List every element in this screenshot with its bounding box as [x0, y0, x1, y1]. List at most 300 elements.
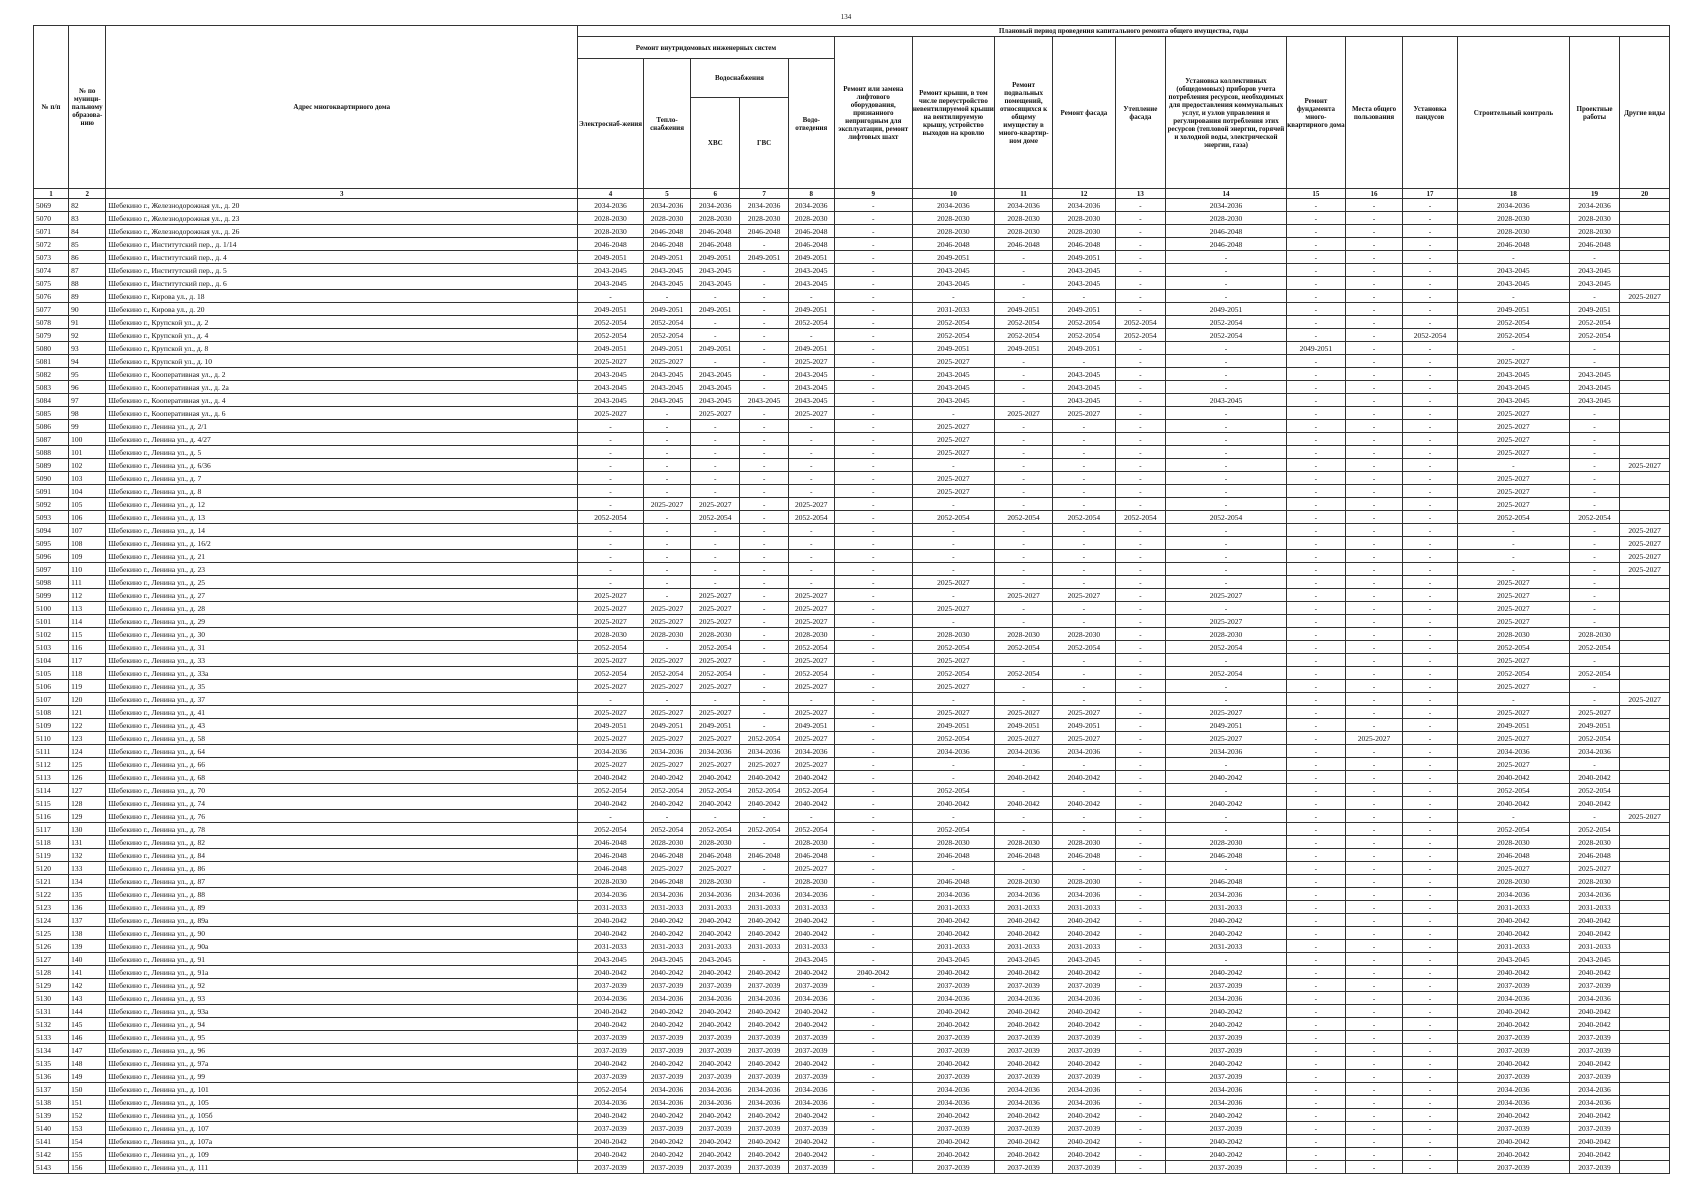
address-cell: Шебекино г., Ленина ул., д. 90а	[106, 940, 578, 953]
period-cell: 2040-2042	[995, 1057, 1053, 1070]
period-cell	[1620, 238, 1670, 251]
row-number-cell: 5110	[34, 732, 69, 745]
period-cell: -	[1166, 823, 1287, 836]
row-number-cell: 5131	[34, 1005, 69, 1018]
period-cell: 2037-2039	[1457, 979, 1569, 992]
period-cell: -	[1403, 472, 1458, 485]
period-cell: 2025-2027	[578, 602, 644, 615]
period-cell: -	[1403, 381, 1458, 394]
period-cell: 2043-2045	[1457, 368, 1569, 381]
column-number: 14	[1166, 189, 1287, 199]
period-cell: -	[995, 563, 1053, 576]
period-cell	[1620, 940, 1670, 953]
period-cell: 2025-2027	[1457, 706, 1569, 719]
period-cell: -	[1286, 901, 1345, 914]
row-number-cell: 5099	[34, 589, 69, 602]
capital-repair-table	[33, 25, 1670, 1174]
period-cell: -	[643, 511, 690, 524]
period-cell: 2043-2045	[1457, 394, 1569, 407]
table-row	[34, 355, 1670, 368]
table-body	[34, 199, 1670, 1174]
row-number-cell: 5073	[34, 251, 69, 264]
table-row	[34, 1070, 1670, 1083]
period-cell: 2040-2042	[643, 1057, 690, 1070]
period-cell: -	[834, 1083, 912, 1096]
period-cell: -	[912, 771, 994, 784]
period-cell: 2040-2042	[740, 1109, 788, 1122]
period-cell: -	[788, 563, 834, 576]
period-cell	[1620, 329, 1670, 342]
period-cell: -	[740, 498, 788, 511]
period-cell: -	[1286, 914, 1345, 927]
header-facade: Ремонт фасада	[1053, 37, 1116, 189]
period-cell: 2028-2030	[578, 875, 644, 888]
period-cell: -	[1403, 758, 1458, 771]
period-cell: -	[1286, 602, 1345, 615]
period-cell: -	[1346, 1057, 1403, 1070]
period-cell: -	[1166, 563, 1287, 576]
period-cell: 2046-2048	[643, 238, 690, 251]
period-cell: 2031-2033	[691, 940, 740, 953]
row-number-cell: 5120	[34, 862, 69, 875]
table-row	[34, 420, 1670, 433]
municipal-number-cell: 90	[69, 303, 106, 316]
period-cell: -	[1053, 563, 1116, 576]
period-cell: -	[1115, 407, 1165, 420]
period-cell: -	[1569, 459, 1619, 472]
period-cell: 2040-2042	[643, 1135, 690, 1148]
period-cell: 2031-2033	[643, 901, 690, 914]
period-cell: -	[578, 446, 644, 459]
period-cell: 2052-2054	[691, 511, 740, 524]
row-number-cell: 5076	[34, 290, 69, 303]
period-cell: -	[740, 368, 788, 381]
table-row	[34, 823, 1670, 836]
period-cell: 2040-2042	[578, 1148, 644, 1161]
period-cell: -	[691, 563, 740, 576]
period-cell: -	[1286, 1044, 1345, 1057]
period-cell: -	[834, 784, 912, 797]
period-cell: 2034-2036	[740, 992, 788, 1005]
period-cell: -	[834, 472, 912, 485]
period-cell: -	[1286, 1057, 1345, 1070]
column-number: 8	[788, 189, 834, 199]
period-cell: 2052-2054	[1403, 329, 1458, 342]
period-cell: -	[1166, 264, 1287, 277]
period-cell: 2040-2042	[995, 927, 1053, 940]
period-cell: 2040-2042	[995, 966, 1053, 979]
period-cell: -	[1115, 758, 1165, 771]
table-row	[34, 1135, 1670, 1148]
period-cell: -	[1346, 251, 1403, 264]
period-cell: -	[1115, 966, 1165, 979]
period-cell: -	[834, 446, 912, 459]
period-cell: 2040-2042	[740, 914, 788, 927]
period-cell: -	[995, 576, 1053, 589]
address-cell: Шебекино г., Крупской ул., д. 2	[106, 316, 578, 329]
period-cell: -	[788, 420, 834, 433]
period-cell: -	[1403, 277, 1458, 290]
table-row	[34, 849, 1670, 862]
period-cell: 2052-2054	[578, 1083, 644, 1096]
period-cell: 2043-2045	[578, 368, 644, 381]
period-cell: -	[1403, 641, 1458, 654]
period-cell: -	[740, 264, 788, 277]
period-cell: 2040-2042	[1053, 1057, 1116, 1070]
period-cell	[1620, 368, 1670, 381]
row-number-cell: 5115	[34, 797, 69, 810]
table-row	[34, 576, 1670, 589]
period-cell: 2040-2042	[1569, 1135, 1619, 1148]
table-row	[34, 771, 1670, 784]
municipal-number-cell: 104	[69, 485, 106, 498]
period-cell: -	[1115, 277, 1165, 290]
period-cell: -	[1286, 1096, 1345, 1109]
period-cell: 2043-2045	[1569, 953, 1619, 966]
period-cell: -	[834, 225, 912, 238]
period-cell: -	[1569, 420, 1619, 433]
table-row	[34, 524, 1670, 537]
period-cell: 2040-2042	[578, 771, 644, 784]
period-cell: 2037-2039	[1053, 1070, 1116, 1083]
period-cell: -	[912, 758, 994, 771]
period-cell	[1620, 615, 1670, 628]
period-cell: -	[834, 693, 912, 706]
period-cell: 2040-2042	[1053, 1018, 1116, 1031]
period-cell: 2040-2042	[1457, 797, 1569, 810]
period-cell: 2034-2036	[643, 745, 690, 758]
period-cell: -	[1403, 446, 1458, 459]
period-cell: 2043-2045	[912, 277, 994, 290]
period-cell: 2049-2051	[995, 719, 1053, 732]
period-cell	[1620, 1109, 1670, 1122]
period-cell: -	[1053, 290, 1116, 303]
table-row	[34, 901, 1670, 914]
period-cell: 2025-2027	[912, 654, 994, 667]
header-cold-water: ХВС	[691, 98, 740, 189]
period-cell: 2049-2051	[1569, 719, 1619, 732]
period-cell: -	[1053, 693, 1116, 706]
period-cell: -	[834, 992, 912, 1005]
period-cell: 2034-2036	[1569, 745, 1619, 758]
header-ramps: Установка пандусов	[1403, 37, 1458, 189]
period-cell: 2052-2054	[1569, 784, 1619, 797]
period-cell: 2040-2042	[1569, 1148, 1619, 1161]
period-cell: -	[1115, 810, 1165, 823]
period-cell: -	[1115, 602, 1165, 615]
period-cell: 2034-2036	[912, 888, 994, 901]
period-cell: -	[1403, 342, 1458, 355]
header-roof: Ремонт крыши, в том числе переустройство невентилируемой крыши на вентилируемую крышу, устройство выходов на кровлю	[912, 37, 994, 189]
period-cell: -	[740, 875, 788, 888]
period-cell: -	[834, 355, 912, 368]
period-cell: 2031-2033	[578, 940, 644, 953]
period-cell: 2025-2027	[1053, 407, 1116, 420]
period-cell: 2040-2042	[1053, 1005, 1116, 1018]
period-cell: 2025-2027	[643, 706, 690, 719]
period-cell: -	[1286, 420, 1345, 433]
period-cell: -	[1286, 277, 1345, 290]
municipal-number-cell: 150	[69, 1083, 106, 1096]
period-cell: 2052-2054	[578, 511, 644, 524]
period-cell: 2025-2027	[788, 589, 834, 602]
period-cell: 2043-2045	[643, 264, 690, 277]
period-cell: 2031-2033	[691, 901, 740, 914]
period-cell: 2040-2042	[578, 1018, 644, 1031]
period-cell: -	[1403, 225, 1458, 238]
period-cell: -	[1346, 472, 1403, 485]
period-cell: -	[1053, 459, 1116, 472]
period-cell: 2031-2033	[740, 940, 788, 953]
period-cell: 2040-2042	[691, 1109, 740, 1122]
period-cell: -	[834, 589, 912, 602]
period-cell: 2034-2036	[1569, 888, 1619, 901]
row-number-cell: 5128	[34, 966, 69, 979]
period-cell: -	[834, 862, 912, 875]
table-row	[34, 498, 1670, 511]
row-number-cell: 5078	[34, 316, 69, 329]
table-row	[34, 758, 1670, 771]
period-cell: -	[1286, 407, 1345, 420]
table-row	[34, 1044, 1670, 1057]
period-cell: 2043-2045	[788, 277, 834, 290]
period-cell: 2052-2054	[1457, 511, 1569, 524]
period-cell: 2052-2054	[1053, 511, 1116, 524]
period-cell: 2040-2042	[995, 1135, 1053, 1148]
period-cell: 2040-2042	[1166, 771, 1287, 784]
period-cell: -	[788, 290, 834, 303]
address-cell: Шебекино г., Ленина ул., д. 13	[106, 511, 578, 524]
period-cell: 2034-2036	[1166, 745, 1287, 758]
row-number-cell: 5071	[34, 225, 69, 238]
row-number-cell: 5080	[34, 342, 69, 355]
address-cell: Шебекино г., Ленина ул., д. 74	[106, 797, 578, 810]
period-cell: 2043-2045	[691, 368, 740, 381]
column-number: 20	[1620, 189, 1670, 199]
municipal-number-cell: 154	[69, 1135, 106, 1148]
period-cell	[1620, 1148, 1670, 1161]
period-cell: -	[691, 329, 740, 342]
period-cell: 2046-2048	[1569, 849, 1619, 862]
period-cell: 2052-2054	[1457, 784, 1569, 797]
period-cell: 2052-2054	[912, 641, 994, 654]
row-number-cell: 5077	[34, 303, 69, 316]
period-cell: -	[912, 524, 994, 537]
period-cell: 2028-2030	[578, 225, 644, 238]
period-cell: 2037-2039	[740, 1031, 788, 1044]
municipal-number-cell: 106	[69, 511, 106, 524]
address-cell: Шебекино г., Ленина ул., д. 87	[106, 875, 578, 888]
period-cell: 2049-2051	[578, 719, 644, 732]
municipal-number-cell: 91	[69, 316, 106, 329]
period-cell: 2049-2051	[643, 719, 690, 732]
period-cell: 2031-2033	[1569, 901, 1619, 914]
table-row	[34, 485, 1670, 498]
row-number-cell: 5136	[34, 1070, 69, 1083]
address-cell: Шебекино г., Ленина ул., д. 31	[106, 641, 578, 654]
table-row	[34, 914, 1670, 927]
period-cell: -	[834, 797, 912, 810]
period-cell: 2040-2042	[1569, 914, 1619, 927]
period-cell: 2028-2030	[912, 628, 994, 641]
period-cell: -	[1569, 537, 1619, 550]
period-cell: -	[1346, 290, 1403, 303]
period-cell: 2034-2036	[691, 745, 740, 758]
period-cell: 2025-2027	[788, 758, 834, 771]
period-cell: -	[1403, 654, 1458, 667]
period-cell: -	[1346, 1161, 1403, 1174]
municipal-number-cell: 132	[69, 849, 106, 862]
period-cell: -	[1569, 654, 1619, 667]
row-number-cell: 5138	[34, 1096, 69, 1109]
period-cell: -	[578, 537, 644, 550]
period-cell: 2052-2054	[1569, 732, 1619, 745]
period-cell: 2034-2036	[788, 1083, 834, 1096]
period-cell: 2040-2042	[578, 1109, 644, 1122]
period-cell: 2052-2054	[788, 784, 834, 797]
period-cell: 2037-2039	[1053, 1122, 1116, 1135]
period-cell: -	[1286, 862, 1345, 875]
period-cell: 2049-2051	[578, 251, 644, 264]
period-cell: -	[1403, 602, 1458, 615]
period-cell: -	[1115, 498, 1165, 511]
period-cell	[1620, 849, 1670, 862]
period-cell: 2043-2045	[1569, 394, 1619, 407]
period-cell: -	[1346, 927, 1403, 940]
period-cell: 2031-2033	[1457, 901, 1569, 914]
period-cell: -	[1053, 433, 1116, 446]
period-cell: -	[1346, 550, 1403, 563]
period-cell: -	[1166, 342, 1287, 355]
period-cell: -	[578, 524, 644, 537]
period-cell: -	[1115, 1005, 1165, 1018]
period-cell: 2052-2054	[1457, 641, 1569, 654]
period-cell	[1620, 641, 1670, 654]
period-cell: 2049-2051	[1569, 303, 1619, 316]
period-cell: -	[1115, 433, 1165, 446]
period-cell: 2025-2027	[1569, 862, 1619, 875]
period-cell: -	[995, 433, 1053, 446]
period-cell: -	[1569, 290, 1619, 303]
period-cell: -	[740, 615, 788, 628]
period-cell: 2052-2054	[788, 316, 834, 329]
period-cell: 2040-2042	[691, 914, 740, 927]
period-cell: 2037-2039	[1053, 979, 1116, 992]
row-number-cell: 5105	[34, 667, 69, 680]
period-cell: 2040-2042	[788, 1018, 834, 1031]
period-cell: -	[740, 277, 788, 290]
table-row	[34, 433, 1670, 446]
period-cell: 2034-2036	[740, 1083, 788, 1096]
period-cell	[1620, 823, 1670, 836]
period-cell: 2037-2039	[1569, 1044, 1619, 1057]
period-cell: -	[578, 433, 644, 446]
period-cell: -	[1346, 914, 1403, 927]
period-cell: -	[1115, 238, 1165, 251]
period-cell: 2043-2045	[578, 277, 644, 290]
period-cell: -	[740, 316, 788, 329]
period-cell: -	[1403, 1096, 1458, 1109]
period-cell: -	[643, 472, 690, 485]
address-cell: Шебекино г., Ленина ул., д. 86	[106, 862, 578, 875]
period-cell: -	[1115, 199, 1165, 212]
period-cell: 2031-2033	[788, 940, 834, 953]
period-cell: 2037-2039	[1569, 979, 1619, 992]
address-cell: Шебекино г., Ленина ул., д. 2/1	[106, 420, 578, 433]
period-cell: -	[834, 706, 912, 719]
period-cell: 2040-2042	[691, 771, 740, 784]
address-cell: Шебекино г., Ленина ул., д. 21	[106, 550, 578, 563]
period-cell: 2040-2042	[740, 1018, 788, 1031]
period-cell: 2052-2054	[1569, 316, 1619, 329]
period-cell: -	[643, 576, 690, 589]
period-cell: 2037-2039	[1053, 1161, 1116, 1174]
period-cell: -	[1403, 745, 1458, 758]
period-cell	[1620, 1096, 1670, 1109]
period-cell: 2037-2039	[1166, 1070, 1287, 1083]
period-cell: -	[834, 511, 912, 524]
period-cell: -	[1115, 1109, 1165, 1122]
period-cell: -	[1569, 251, 1619, 264]
period-cell: 2034-2036	[1053, 1083, 1116, 1096]
period-cell: 2052-2054	[995, 316, 1053, 329]
period-cell: -	[578, 550, 644, 563]
period-cell: -	[1286, 524, 1345, 537]
period-cell: -	[788, 537, 834, 550]
period-cell: 2052-2054	[912, 511, 994, 524]
period-cell: 2025-2027	[912, 706, 994, 719]
period-cell	[1620, 966, 1670, 979]
period-cell: 2025-2027	[691, 498, 740, 511]
period-cell: -	[643, 433, 690, 446]
period-cell: -	[1166, 654, 1287, 667]
period-cell: 2028-2030	[1457, 212, 1569, 225]
period-cell: 2043-2045	[912, 953, 994, 966]
table-row	[34, 810, 1670, 823]
period-cell: -	[740, 342, 788, 355]
period-cell: 2034-2036	[578, 888, 644, 901]
period-cell: 2034-2036	[1457, 888, 1569, 901]
period-cell: 2040-2042	[1053, 797, 1116, 810]
period-cell: -	[1569, 680, 1619, 693]
period-cell: -	[691, 550, 740, 563]
period-cell: 2034-2036	[1166, 199, 1287, 212]
period-cell: 2043-2045	[1457, 264, 1569, 277]
period-cell: -	[788, 459, 834, 472]
period-cell: 2037-2039	[788, 1044, 834, 1057]
period-cell: -	[1346, 706, 1403, 719]
period-cell: 2028-2030	[578, 628, 644, 641]
period-cell: -	[1166, 537, 1287, 550]
period-cell: 2040-2042	[788, 1057, 834, 1070]
table-row	[34, 264, 1670, 277]
period-cell: 2052-2054	[578, 823, 644, 836]
period-cell: 2043-2045	[1457, 277, 1569, 290]
table-row	[34, 654, 1670, 667]
period-cell: 2031-2033	[1053, 901, 1116, 914]
period-cell: 2049-2051	[788, 251, 834, 264]
municipal-number-cell: 147	[69, 1044, 106, 1057]
period-cell: 2040-2042	[912, 1148, 994, 1161]
period-cell: -	[1115, 784, 1165, 797]
period-cell: 2046-2048	[578, 836, 644, 849]
address-cell: Шебекино г., Ленина ул., д. 95	[106, 1031, 578, 1044]
address-cell: Шебекино г., Ленина ул., д. 70	[106, 784, 578, 797]
period-cell: -	[834, 1122, 912, 1135]
period-cell: -	[643, 589, 690, 602]
municipal-number-cell: 130	[69, 823, 106, 836]
period-cell: 2052-2054	[1115, 511, 1165, 524]
